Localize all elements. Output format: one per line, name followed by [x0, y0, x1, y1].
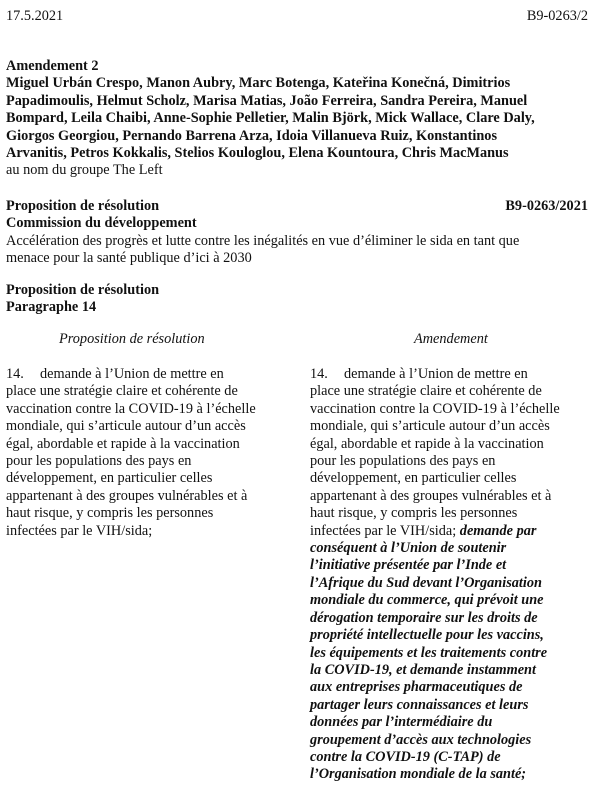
- amendment-block: [6, 58, 592, 180]
- proposal-block: [6, 198, 592, 268]
- authors-line: Miguel Urbán Crespo, Manon Aubry, Marc Botenga, Kateřina Konečná, Dimitrios: [6, 75, 511, 92]
- target-block: [6, 282, 592, 317]
- text-line: place une stratégie claire et cohérente de: [310, 383, 542, 400]
- amendment-title: Amendement 2: [6, 58, 99, 74]
- inserted-line: l’Organisation mondiale de la santé;: [310, 766, 527, 783]
- authors-line: Bompard, Leila Chaibi, Anne-Sophie Pelletier, Malin Björk, Mick Wallace, Clare Daly,: [6, 110, 535, 127]
- text-line: vaccination contre la COVID-19 à l’échelle: [6, 400, 256, 417]
- text-line: mondiale, qui s’articule autour d’un accès: [310, 418, 550, 435]
- document-date: 17.5.2021: [6, 8, 64, 24]
- text-line: égal, abordable et rapide à la vaccination: [310, 435, 544, 452]
- text-line: développement, en particulier celles: [6, 470, 213, 487]
- inserted-line: aux entreprises pharmaceutiques de: [310, 679, 523, 696]
- subject-line: menace pour la santé publique d’ici à 2030: [6, 250, 252, 267]
- target-label: Proposition de résolution: [6, 282, 160, 298]
- inserted-line: propriété intellectuelle pour les vaccins,: [310, 627, 544, 644]
- paragraph-number: 14.: [6, 366, 24, 382]
- text-line: vaccination contre la COVID-19 à l’échelle: [310, 400, 560, 417]
- right-column-heading: Amendement: [414, 331, 488, 347]
- authors-line: Giorgos Georgiou, Pernando Barrena Arza, Idoia Villanueva Ruiz, Konstantinos: [6, 127, 498, 144]
- target-paragraph: Paragraphe 14: [6, 299, 97, 316]
- amended-text-column: [310, 366, 574, 784]
- authors-line: Papadimoulis, Helmut Scholz, Marisa Matias, João Ferreira, Sandra Pereira, Manuel: [6, 92, 528, 109]
- text-line: pour les populations des pays en: [6, 453, 192, 470]
- text-line: infectées par le VIH/sida; demande par: [310, 522, 537, 539]
- inserted-line: données par l’intermédiaire du: [310, 714, 493, 731]
- subject-line: Accélération des progrès et lutte contre les inégalités en vue d’éliminer le sida en tant que: [6, 232, 520, 249]
- authors: [6, 75, 592, 162]
- text-line: appartenant à des groupes vulnérables et à: [310, 487, 552, 504]
- inserted-line: contre la COVID-19 (C-TAP) de: [310, 748, 501, 765]
- text-line: pour les populations des pays en: [310, 453, 496, 470]
- proposal-number: B9-0263/2021: [505, 198, 588, 214]
- text-line: 14. demande à l’Union de mettre en: [6, 366, 224, 382]
- political-group: au nom du groupe The Left: [6, 162, 163, 179]
- inserted-line: l’initiative présentée par l’Inde et: [310, 557, 507, 574]
- proposal-label: Proposition de résolution: [6, 198, 160, 214]
- page-header: [0, 8, 598, 26]
- committee-name: Commission du développement: [6, 215, 197, 232]
- inserted-line: les équipements et les traitements contre: [310, 644, 548, 661]
- document-reference: B9-0263/2: [526, 8, 588, 24]
- text-line: haut risque, y compris les personnes: [6, 505, 214, 522]
- text-line: 14. demande à l’Union de mettre en: [310, 366, 528, 382]
- inserted-line: l’Afrique du Sud devant l’Organisation: [310, 574, 542, 591]
- text-line: égal, abordable et rapide à la vaccination: [6, 435, 240, 452]
- text-line: appartenant à des groupes vulnérables et à: [6, 487, 248, 504]
- text-line: développement, en particulier celles: [310, 470, 517, 487]
- inserted-line: mondiale du commerce, qui prévoit une: [310, 592, 544, 609]
- inserted-line: dérogation temporaire sur les droits de: [310, 609, 538, 626]
- inserted-line: groupement d’accès aux technologies: [310, 731, 532, 748]
- authors-line: Arvanitis, Petros Kokkalis, Stelios Kouloglou, Elena Kountoura, Chris MacManus: [6, 145, 509, 162]
- inserted-line: conséquent à l’Union de soutenir: [310, 540, 507, 557]
- left-column-heading: Proposition de résolution: [59, 331, 205, 347]
- proposal-row: [6, 198, 592, 215]
- inserted-line: partager leurs connaissances et leurs: [310, 696, 529, 713]
- inserted-line: la COVID-19, et demande instamment: [310, 661, 536, 678]
- text-line: haut risque, y compris les personnes: [310, 505, 518, 522]
- paragraph-number: 14.: [310, 366, 328, 382]
- text-line: place une stratégie claire et cohérente de: [6, 383, 238, 400]
- text-line: mondiale, qui s’articule autour d’un accès: [6, 418, 246, 435]
- amendment-insertion: demande par: [459, 522, 537, 539]
- original-text-column: [6, 366, 270, 540]
- text-line: infectées par le VIH/sida;: [6, 522, 153, 539]
